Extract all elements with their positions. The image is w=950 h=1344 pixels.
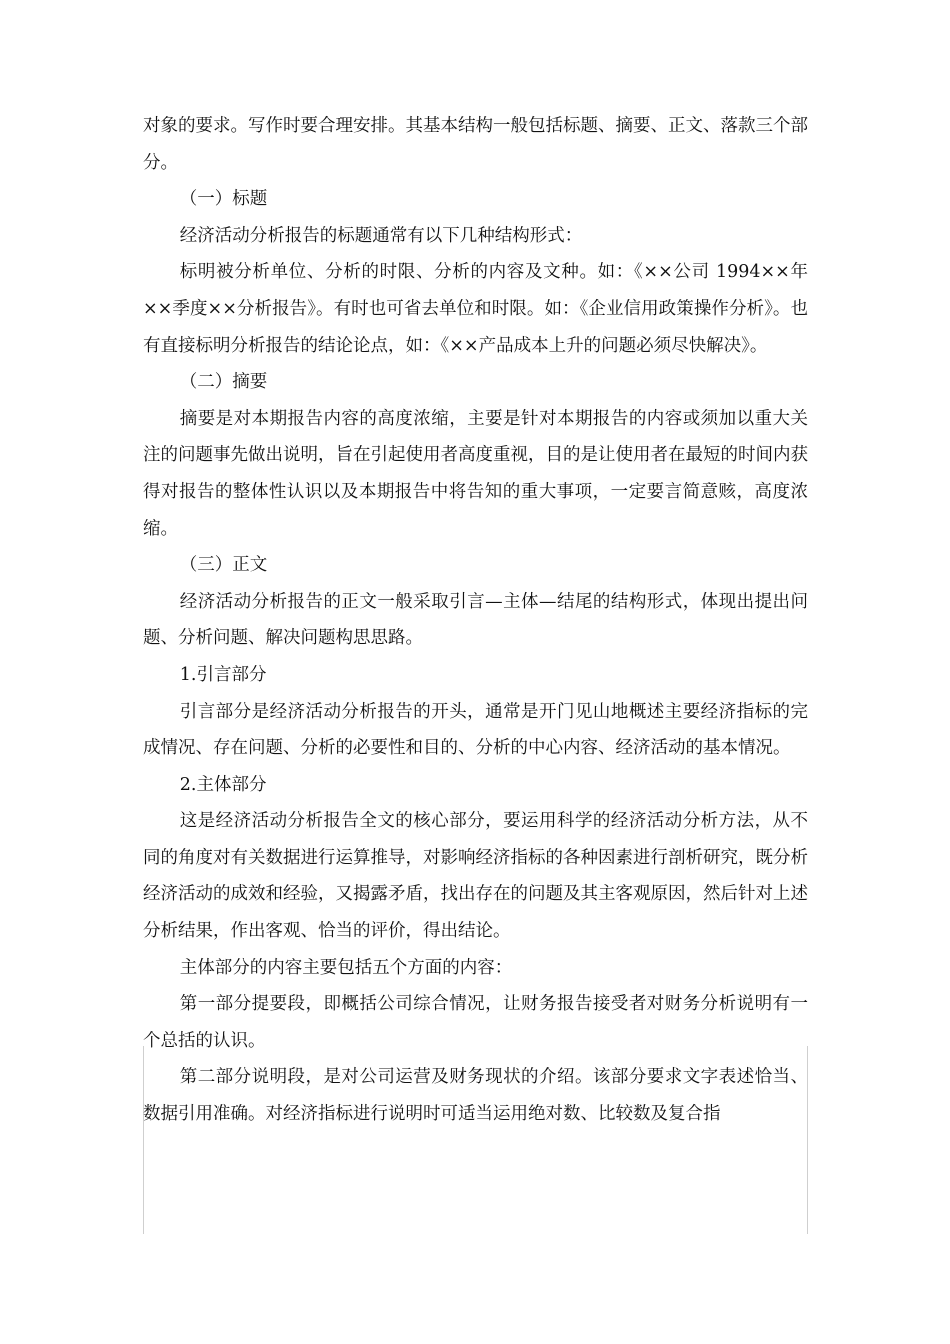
heading-body-section: （三）正文	[179, 555, 268, 576]
paragraph: 主体部分的内容主要包括五个方面的内容：	[179, 957, 513, 978]
paragraph: 第一部分提要段，即概括公司综合情况，让财务报告接受者对财务分析说明有一个总括的认识。	[143, 994, 808, 1051]
paragraph: 经济活动分析报告的正文一般采取引言—主体—结尾的结构形式，体现出提出问题、分析问题、解决问题构思思路。	[143, 591, 808, 649]
paragraph: 第二部分说明段，是对公司运营及财务现状的介绍。该部分要求文字表述恰当、数据引用准确。对经济指标进行说明时可适当运用绝对数、比较数及复合指	[143, 1067, 808, 1125]
heading-title-section: （一）标题	[179, 189, 268, 210]
paragraph: 摘要是对本期报告内容的高度浓缩，主要是针对本期报告的内容或须加以重大关注的问题事先做出说明，旨在引起使用者高度重视，目的是让使用者在最短的时间内获得对报告的整体性认识以及本期报告中将告知的重大事项，一定要言简意赅，高度浓缩。	[143, 408, 808, 539]
paragraph: 引言部分是经济活动分析报告的开头，通常是开门见山地概述主要经济指标的完成情况、存在问题、分析的必要性和目的、分析的中心内容、经济活动的基本情况。	[143, 701, 808, 759]
heading-abstract-section: （二）摘要	[179, 372, 268, 393]
paragraph: 经济活动分析报告的标题通常有以下几种结构形式：	[179, 225, 583, 246]
paragraph: 这是经济活动分析报告全文的核心部分，要运用科学的经济活动分析方法，从不同的角度对有关数据进行运算推导，对影响经济指标的各种因素进行剖析研究，既分析经济活动的成效和经验，又揭露矛盾，找出存在的问题及其主客观原因，然后针对上述分析结果，作出客观、恰当的评价，得出结论。	[143, 811, 808, 942]
subheading-introduction: 1.引言部分	[179, 664, 267, 685]
paragraph-continuation: 对象的要求。写作时要合理安排。其基本结构一般包括标题、摘要、正文、落款三个部分。	[143, 116, 808, 173]
paragraph: 标明被分析单位、分析的时限、分析的内容及文种。如：《××公司 1994××年××季度××分析报告》。有时也可省去单位和时限。如：《企业信用政策操作分析》。也有直接标明分析报告的结论论点，如：《××产品成本上升的问题必须尽快解决》。	[143, 262, 808, 356]
subheading-main-part: 2.主体部分	[179, 774, 267, 795]
document-body	[143, 108, 808, 1133]
